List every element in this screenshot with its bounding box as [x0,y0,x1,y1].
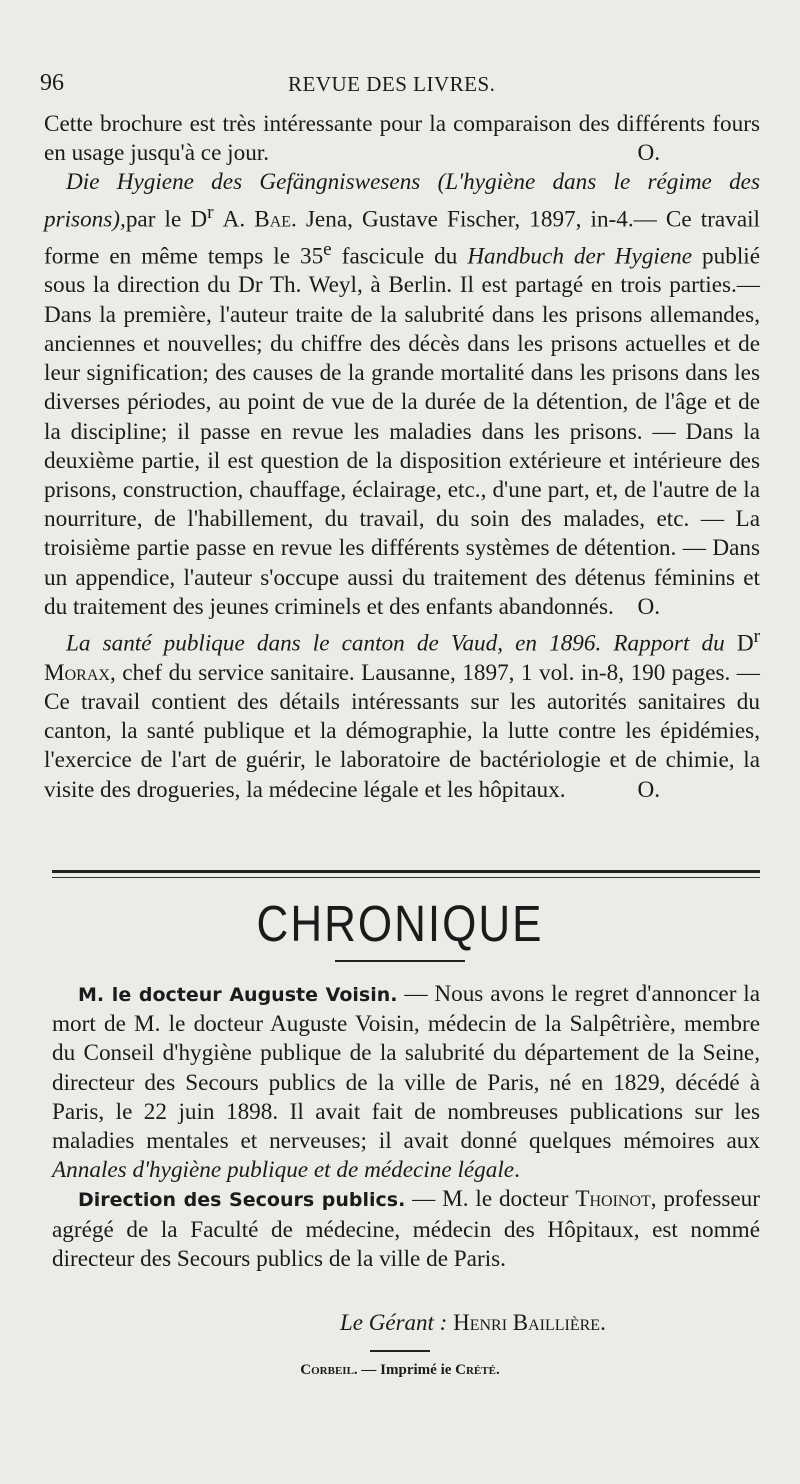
review-paragraph [44,110,760,168]
imprint-sep: — Imprimé ie [357,1362,456,1378]
item-end: . [514,1157,520,1184]
running-title: REVUE DES LIVRES. [288,72,496,96]
item-lead: M. le docteur Auguste Voisin. [78,984,398,1006]
imprint [0,1362,800,1379]
handbook-title: Handbuch der Hygiene [467,243,693,270]
footer-rule [370,1350,430,1352]
heading-underline [335,960,465,962]
author-prefix: D [736,630,754,657]
journal-title: Annales d'hygiène publique et de médecine légale [52,1157,515,1184]
divider-thick [52,870,760,873]
review-author: Morax [44,659,110,686]
page-number: 96 [40,70,64,96]
author-prefix: par le D [125,206,208,233]
reviews-section [44,110,760,805]
chronique-item [52,980,760,1185]
item-text-2: , professeur agrégé de la Faculté de médecine, médecin des Hôpitaux, est nommé directeur des Secours publics de la ville de Paris. [52,1186,760,1272]
item-text: — Nous avons le regret d'annoncer la mort de M. le docteur Auguste Voisin, médecin de la Salpêtrière, membre du Conseil d'hygiène publique de la salubrité du département de la Seine, directeur des Secours publics de la ville de Paris, né en 1829, décédé à Paris, le 22 juin 1898. Il avait fait de nombreuses publications sur les maladies mentales et nerveuses; il avait donné quelques mémoires aux [52,981,761,1155]
item-lead: Direction des Secours publics. [78,1189,406,1212]
divider-thin [52,877,760,878]
review-title: Die Hygiene des Gefängniswesens (L'hygiène dans le régime des prisons), [44,169,760,233]
gerant-label: Le Gérant : [340,1310,448,1335]
imprint-printer: Crété. [455,1362,500,1378]
review-pub2: fascicule du [331,243,468,270]
chronique-heading: CHRONIQUE [256,896,544,953]
review-paragraph [44,168,760,622]
review-pub: . Jena, Gustave Fischer, 1897, in-4.— Ce travail forme en même temps le 35 [44,206,760,270]
review-body: publié sous la direction du Dr Th. Weyl, à Berlin. Il est partagé en trois parties.— Dans la première, l'auteur traite de la salubrité dans les prisons allemandes, anciennes et nouvelles; du chiffre des décès dans les prisons actuelles et de leur signification; des causes de la grande mortalité dans les prisons dans les diverses périodes, au point de vue de la durée de la détention, de l'âge et de la discipline; il passe en revue les maladies dans les prisons. — Dans la deuxième partie, il est question de la disposition extérieure et intérieure des prisons, construction, chauffage, éclairage, etc., d'une part, et, de l'autre de la nourriture, de l'habillement, du travail, du soin des malades, etc. — La troisième partie passe en revue les différents systèmes de détention. — Dans un appendice, l'auteur s'occupe aussi du traitement des détenus féminins et du traitement des jeunes criminels et des enfants abandonnés. [44,243,761,620]
review-title: La santé publique dans le canton de Vaud, en 1896. Rapport du [66,630,725,657]
page-header [40,70,760,100]
review-text: Cette brochure est très intéressante pour la comparaison des différents fours en usage jusqu'à ce jour. [44,111,760,167]
review-author: A. Bae [222,206,292,233]
chronique-section [52,980,760,1274]
review-signature: O. [637,776,660,803]
section-divider [52,870,760,878]
item-text: — M. le docteur [405,1186,576,1213]
pub-sup: e [323,238,332,260]
author-sup: r [753,625,760,647]
imprint-city: Corbeil. [300,1362,358,1378]
chronique-item [52,1185,760,1274]
review-paragraph [44,622,760,805]
review-body: , chef du service sanitaire. Lausanne, 1897, 1 vol. in-8, 190 pages. — Ce travail contient des détails intéressants sur les autorités sanitaires du canton, la santé publique et la démographie, la lutte contre les épidémies, l'exercice de l'art de guérir, le laboratoire de bactériologie et de chimie, la visite des drogueries, la médecine légale et les hôpitaux. [44,659,760,803]
author-sup: r [207,201,214,223]
review-signature: O. [637,593,660,620]
review-signature: O. [637,140,660,167]
person-name: Thoinot [575,1186,651,1213]
gerant-name: Henri Baillière. [453,1310,606,1335]
gerant-line [340,1310,606,1336]
